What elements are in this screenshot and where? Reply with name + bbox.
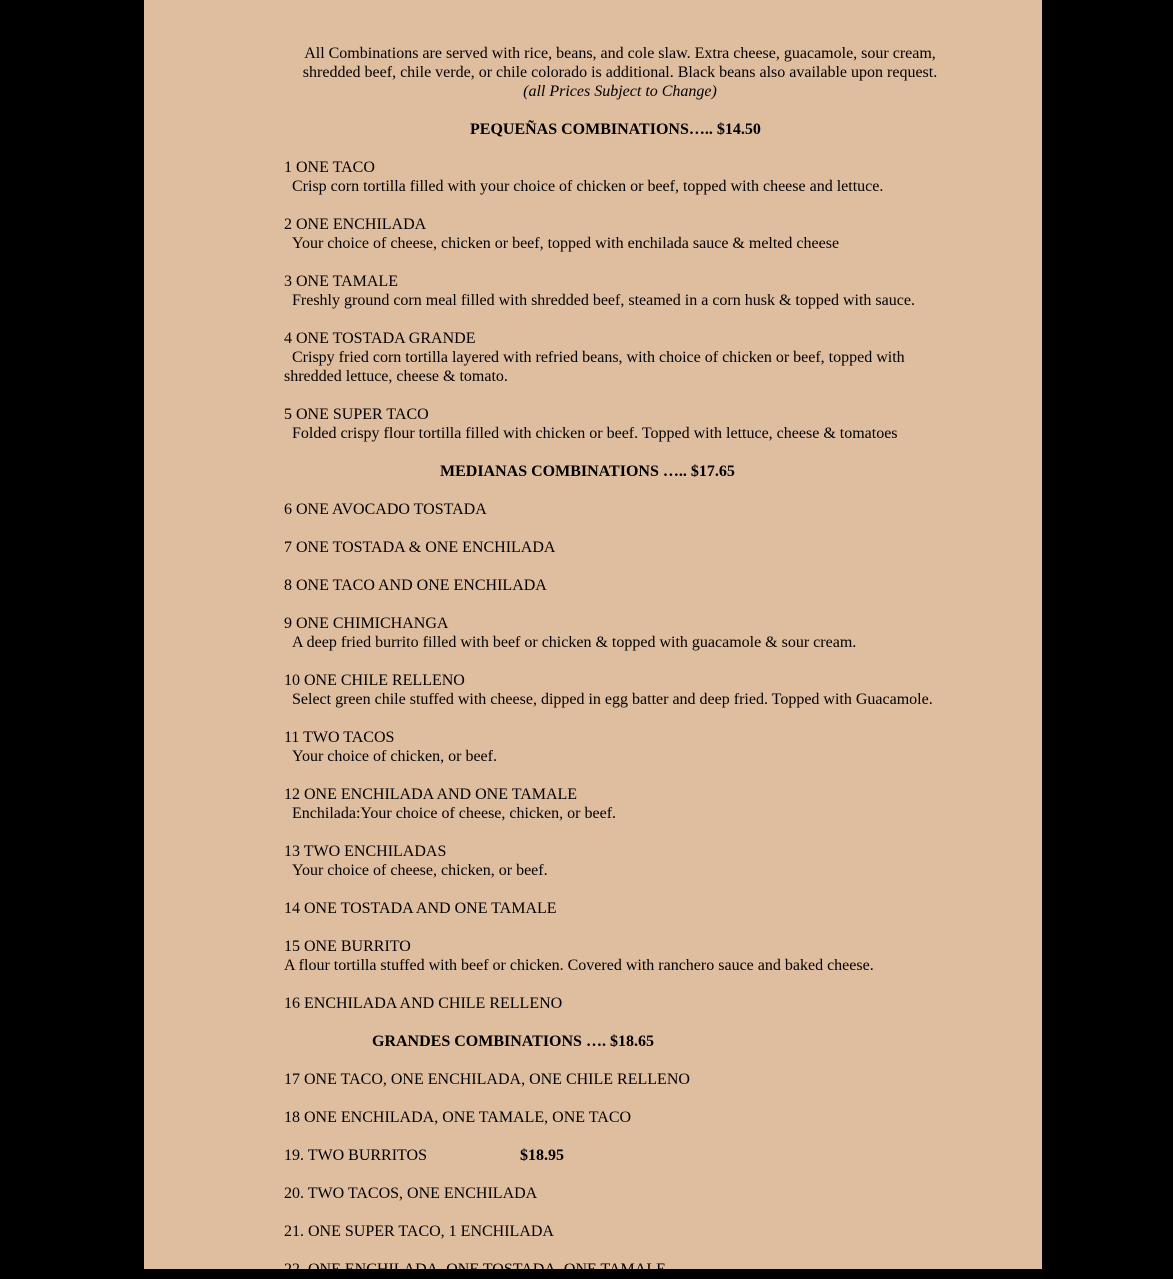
menu-item	[284, 614, 944, 652]
menu-item-title: 13 TWO ENCHILADAS	[284, 843, 447, 860]
menu-item-title: 1 ONE TACO	[284, 159, 375, 176]
menu-item	[284, 937, 944, 975]
menu-content	[284, 44, 944, 1279]
menu-item-description: A flour tortilla stuffed with beef or chicken. Covered with ranchero sauce and baked cheese.	[284, 957, 874, 974]
menu-item-title: 12 ONE ENCHILADA AND ONE TAMALE	[284, 786, 578, 803]
menu-item-title-text: 19. TWO BURRITOS	[284, 1147, 427, 1164]
menu-item-title: 16 ENCHILADA AND CHILE RELLENO	[284, 995, 563, 1012]
menu-item-title: 21. ONE SUPER TACO, 1 ENCHILADA	[284, 1223, 554, 1240]
menu-item	[284, 1222, 944, 1241]
section-heading-medianas: MEDIANAS COMBINATIONS ….. $17.65	[440, 463, 735, 480]
menu-item-title: 5 ONE SUPER TACO	[284, 406, 429, 423]
menu-item-title: 8 ONE TACO AND ONE ENCHILADA	[284, 577, 547, 594]
menu-item	[284, 405, 944, 443]
menu-item-title: 4 ONE TOSTADA GRANDE	[284, 330, 476, 347]
menu-item-title	[284, 1146, 944, 1165]
menu-item	[284, 329, 944, 386]
menu-item	[284, 1070, 944, 1089]
menu-item-description: Freshly ground corn meal filled with shredded beef, steamed in a corn husk & topped with sauce.	[292, 292, 915, 309]
menu-item-title: 9 ONE CHIMICHANGA	[284, 615, 449, 632]
menu-item-description: Folded crispy flour tortilla filled with chicken or beef. Topped with lettuce, cheese & tomatoes	[292, 425, 898, 442]
menu-item-description: Enchilada:Your choice of cheese, chicken, or beef.	[292, 805, 617, 822]
menu-item-description: shredded lettuce, cheese & tomato.	[284, 368, 508, 385]
menu-item	[284, 785, 944, 823]
menu-item-title: 22. ONE ENCHILADA, ONE TOSTADA, ONE TAMALE	[284, 1261, 666, 1278]
menu-item-title: 20. TWO TACOS, ONE ENCHILADA	[284, 1185, 538, 1202]
menu-item-title: 3 ONE TAMALE	[284, 273, 398, 290]
menu-item	[284, 272, 944, 310]
menu-item	[284, 500, 944, 519]
intro-line: shredded beef, chile verde, or chile colorado is additional. Black beans also available upon request.	[302, 64, 938, 81]
menu-item	[284, 576, 944, 595]
menu-item-description: Select green chile stuffed with cheese, dipped in egg batter and deep fried. Topped with Guacamole.	[292, 691, 933, 708]
menu-item-description: A deep fried burrito filled with beef or chicken & topped with guacamole & sour cream.	[292, 634, 857, 651]
menu-item-title: 10 ONE CHILE RELLENO	[284, 672, 465, 689]
menu-item	[284, 671, 944, 709]
menu-item	[284, 1146, 944, 1165]
menu-item-title: 11 TWO TACOS	[284, 729, 395, 746]
section-heading-pequenas: PEQUEÑAS COMBINATIONS….. $14.50	[470, 121, 761, 138]
menu-item	[284, 215, 944, 253]
menu-item	[284, 1260, 944, 1279]
menu-item-price: $18.95	[519, 1147, 564, 1164]
menu-item-description: Your choice of cheese, chicken, or beef.	[292, 862, 548, 879]
menu-item-title: 14 ONE TOSTADA AND ONE TAMALE	[284, 900, 557, 917]
menu-item	[284, 994, 944, 1013]
price-note: (all Prices Subject to Change)	[523, 83, 717, 100]
menu-item-description: Your choice of cheese, chicken or beef, topped with enchilada sauce & melted cheese	[292, 235, 840, 252]
menu-item-description: Crisp corn tortilla filled with your choice of chicken or beef, topped with cheese and lettuce.	[292, 178, 884, 195]
menu-page	[144, 0, 1042, 1278]
menu-item	[284, 538, 944, 557]
menu-item	[284, 728, 944, 766]
section-heading-grandes: GRANDES COMBINATIONS …. $18.65	[372, 1033, 654, 1050]
menu-item-title: 6 ONE AVOCADO TOSTADA	[284, 501, 487, 518]
menu-item-title: 17 ONE TACO, ONE ENCHILADA, ONE CHILE RELLENO	[284, 1071, 690, 1088]
menu-item-description: Your choice of chicken, or beef.	[292, 748, 497, 765]
intro-block	[284, 44, 944, 101]
menu-item	[284, 842, 944, 880]
menu-item-description: Crispy fried corn tortilla layered with refried beans, with choice of chicken or beef, topped with	[292, 349, 905, 366]
menu-item-title: 15 ONE BURRITO	[284, 938, 411, 955]
menu-item	[284, 158, 944, 196]
menu-item-title: 2 ONE ENCHILADA	[284, 216, 427, 233]
menu-item	[284, 1108, 944, 1127]
menu-item	[284, 1184, 944, 1203]
menu-item-title: 7 ONE TOSTADA & ONE ENCHILADA	[284, 539, 556, 556]
intro-line: All Combinations are served with rice, beans, and cole slaw. Extra cheese, guacamole, sour cream,	[304, 45, 936, 62]
menu-item-title: 18 ONE ENCHILADA, ONE TAMALE, ONE TACO	[284, 1109, 632, 1126]
menu-item	[284, 899, 944, 918]
